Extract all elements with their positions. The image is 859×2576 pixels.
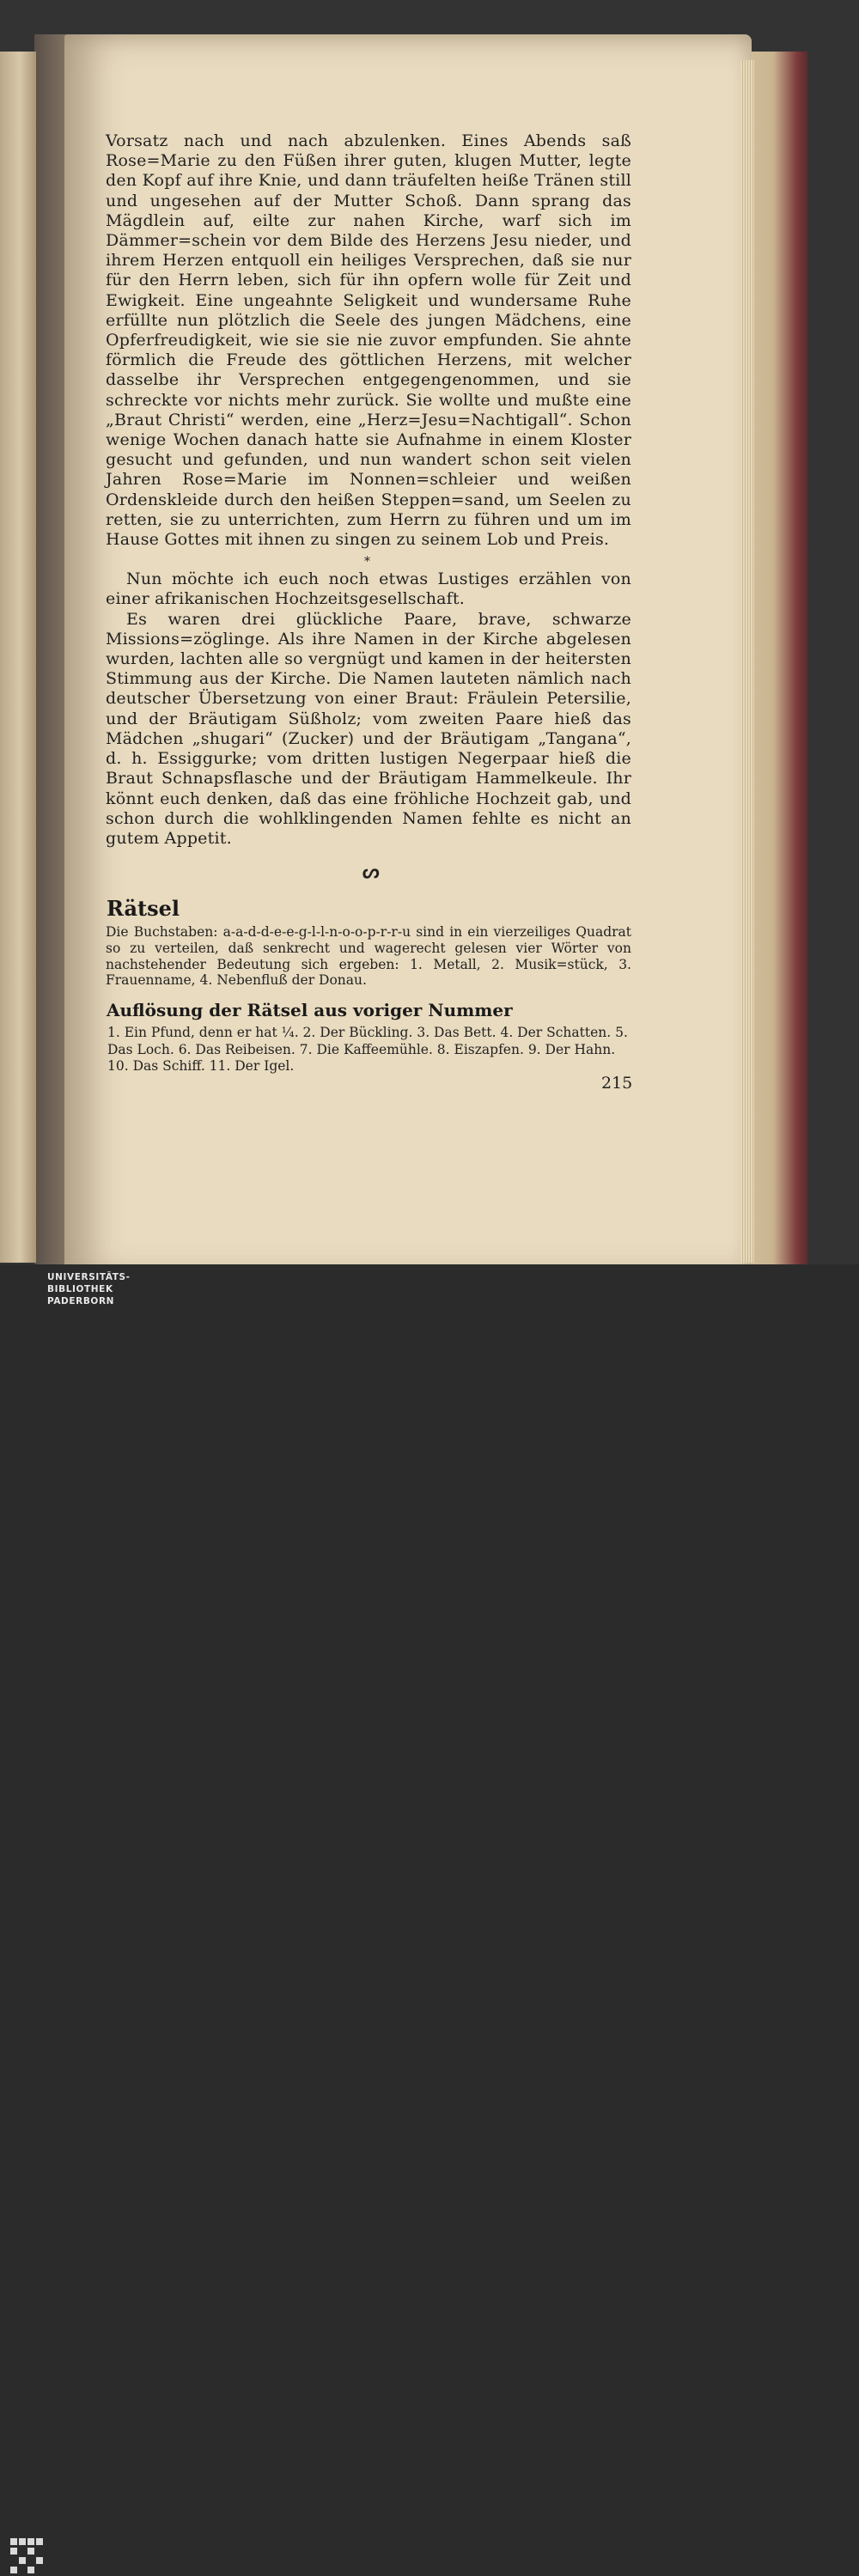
logo-line-3: PADERBORN xyxy=(47,1296,115,1306)
section-separator: * xyxy=(364,555,370,569)
page-stack-edges xyxy=(740,60,754,1263)
paragraph-2: Nun möchte ich euch noch etwas Lustiges erzählen von einer afrikanischen Hochzeitsgesellschaft. xyxy=(106,569,631,609)
solution-heading: Auflösung der Rätsel aus voriger Nummer xyxy=(107,1000,513,1020)
riddle-text: Die Buchstaben: a-a-d-d-e-e-g-l-l-n-o-o-p-r-r-u sind in ein vierzeiliges Quadrat so zu verteilen, daß senkrecht und wagerecht gelesen vier Wörter von nachstehender Bedeutung sich ergeben: 1. Metall, 2. Musik=stück, 3. Frauenname, 4. Nebenfluß der Donau. xyxy=(106,924,631,989)
left-page-edge xyxy=(0,52,36,1263)
solution-text: 1. Ein Pfund, denn er hat ¼. 2. Der Bückling. 3. Das Bett. 4. Der Schatten. 5. Das Loch. 6. Das Reibeisen. 7. Die Kaffeemühle. 8. Eiszapfen. 9. Der Hahn. 10. Das Schiff. 11. Der Igel. xyxy=(107,1025,628,1074)
logo-line-1: UNIVERSITÄTS- xyxy=(47,1272,131,1282)
page-number: 215 xyxy=(601,1074,633,1093)
riddle-heading: Rätsel xyxy=(107,896,180,921)
paragraph-1: Vorsatz nach und nach abzulenken. Eines Abends saß Rose=Marie zu den Füßen ihrer guten, klugen Mutter, legte den Kopf auf ihre Knie, und dann träufelten heiße Tränen still und ungesehen auf der Mutter Schoß. Dann sprang das Mägdlein auf, eilte zur nahen Kirche, warf sich im Dämmer=schein vor dem Bilde des Herzens Jesu nieder, und ihrem Herzen entquoll ein heiliges Versprechen, daß sie nur für den Herrn leben, sich für ihn opfern wolle für Zeit und Ewigkeit. Eine ungeahnte Seligkeit und wundersame Ruhe erfüllte nun plötzlich die Seele des jungen Mädchens, eine Opferfreudigkeit, wie sie sie nie zuvor empfunden. Sie ahnte förmlich die Freude des göttlichen Herzens, mit welcher dasselbe ihr Versprechen entgegengenommen, und sie schreckte vor nichts mehr zurück. Sie wollte und mußte eine „Braut Christi“ werden, eine „Herz=Jesu=Nachtigall“. Schon wenige Wochen danach hatte sie Aufnahme in einem Kloster gesucht und gefunden, und nun wandert schon seit vielen Jahren Rose=Marie im Nonnen=schleier und weißen Ordenskleide durch den heißen Steppen=sand, um Seelen zu retten, sie zu unterrichten, zum Herrn zu führen und um im Hause Gottes mit ihnen zu singen zu seinem Lob und Preis. xyxy=(106,131,631,550)
paragraph-3: Es waren drei glückliche Paare, brave, schwarze Missions=zöglinge. Als ihre Namen in der Kirche abgelesen wurden, lachten alle so vergnügt und kamen in der heitersten Stimmung aus der Kirche. Die Namen lauteten nämlich nach deutscher Übersetzung von einer Braut: Fräulein Petersilie, und der Bräutigam Süßholz; vom zweiten Paare hieß das Mädchen „shugari“ (Zucker) und der Bräutigam „Tangana“, d. h. Essiggurke; vom dritten lustigen Negerpaar hieß die Braut Schnapsflasche und der Bräutigam Hammelkeule. Ihr könnt euch denken, daß das eine fröhliche Hochzeit gab, und schon durch die wohlklingenden Namen fehlte es nicht an gutem Appetit. xyxy=(106,609,631,848)
library-footer xyxy=(0,1264,859,1318)
logo-line-2: BIBLIOTHEK xyxy=(47,1284,113,1294)
ornament-mark: ᔕ xyxy=(362,861,380,883)
main-text xyxy=(106,131,631,849)
library-logo-icon xyxy=(10,2538,43,2576)
